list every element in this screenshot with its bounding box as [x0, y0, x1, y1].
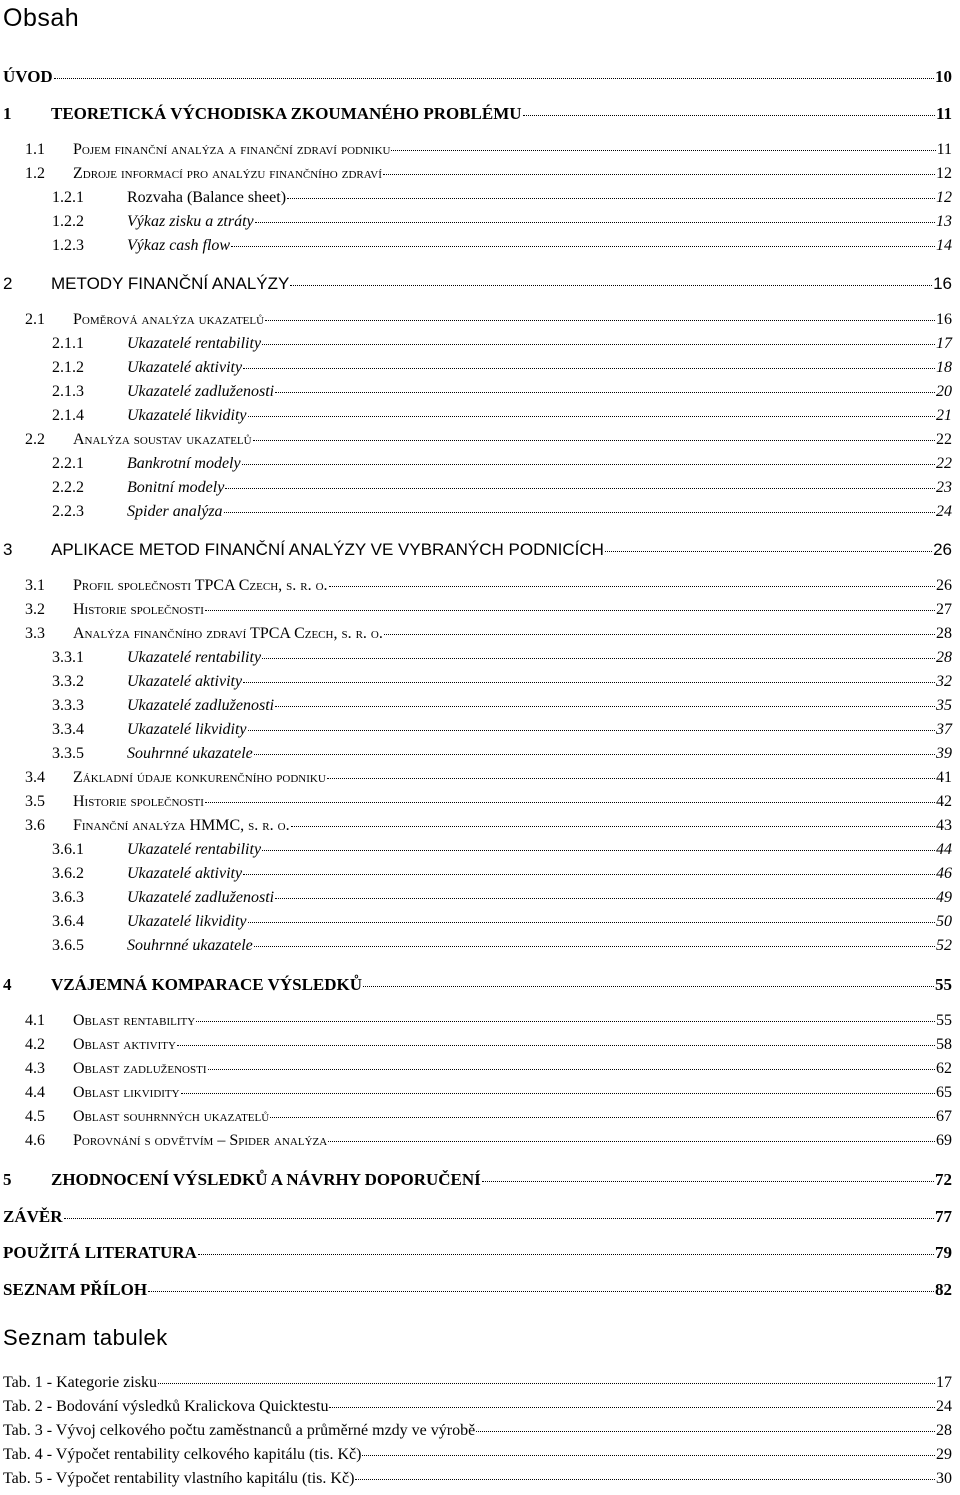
toc-entry-number: 3.1 [25, 577, 45, 594]
toc-entry-number: 2.1.2 [52, 359, 84, 376]
toc-entry-page: 41 [936, 769, 952, 786]
toc-entry[interactable] [3, 976, 952, 993]
toc-entry-page: 62 [936, 1060, 952, 1077]
dot-leader [329, 586, 935, 587]
toc-entry-title: Ukazatelé likvidity [127, 407, 247, 424]
toc-entry-number: 3.3.2 [52, 673, 84, 690]
toc-entry-title: Spider analýza [127, 503, 223, 520]
toc-entry-number: 1.2.3 [52, 237, 84, 254]
dot-leader [54, 78, 934, 79]
table-list-entry[interactable] [3, 1375, 952, 1391]
toc-entry-number: 4.3 [25, 1060, 45, 1077]
toc-entry-number: 2.1.1 [52, 335, 84, 352]
toc-entry[interactable] [25, 1085, 952, 1101]
toc-entry-number: 3.2 [25, 601, 45, 618]
toc-entry[interactable] [25, 312, 952, 328]
toc-entry-title: Ukazatelé zadluženosti [127, 697, 275, 714]
toc-entry[interactable] [52, 938, 952, 954]
toc-entry-page: 55 [935, 975, 952, 994]
dot-leader [383, 174, 935, 175]
dot-leader [254, 946, 935, 947]
toc-entry[interactable] [52, 650, 952, 666]
toc-entry-title: Historie společnosti [73, 793, 204, 810]
toc-entry-title: Ukazatelé likvidity [127, 721, 247, 738]
toc-entry-page: 39 [936, 745, 952, 762]
dot-leader [329, 1407, 935, 1408]
toc-entry-number: 1.1 [25, 141, 45, 158]
toc-entry[interactable] [52, 214, 952, 230]
toc-entry-number: 4 [3, 975, 12, 994]
toc-entry[interactable] [25, 1061, 952, 1077]
table-list-page: 24 [936, 1398, 952, 1415]
dot-leader [198, 1254, 934, 1255]
dot-leader [290, 285, 932, 286]
dot-leader [243, 682, 935, 683]
toc-entry[interactable] [3, 541, 952, 558]
toc-entry-number: 3.5 [25, 793, 45, 810]
toc-entry-page: 14 [936, 237, 952, 254]
toc-entry[interactable] [25, 578, 952, 594]
toc-entry[interactable] [3, 1208, 952, 1225]
toc-entry[interactable] [52, 866, 952, 882]
table-list-title: Tab. 4 - Výpočet rentability celkového kapitálu (tis. Kč) [3, 1446, 362, 1463]
toc-entry-page: 28 [936, 625, 952, 642]
toc-entry-title: Souhrnné ukazatele [127, 745, 253, 762]
toc-entry[interactable] [52, 456, 952, 472]
toc-entry-title: APLIKACE METOD FINANČNÍ ANALÝZY VE VYBRANÝCH PODNICÍCH [51, 540, 604, 559]
toc-entry[interactable] [52, 238, 952, 254]
toc-entry-page: 35 [936, 697, 952, 714]
dot-leader [262, 850, 935, 851]
toc-entry-title: SEZNAM PŘÍLOH [3, 1280, 148, 1299]
toc-entry-title: Porovnání s odvětvím – Spider analýza [73, 1132, 328, 1149]
toc-entry-page: 49 [936, 889, 952, 906]
dot-leader [224, 512, 935, 513]
toc-entry-number: 2 [3, 274, 13, 293]
toc-entry-title: Ukazatelé rentability [127, 841, 262, 858]
toc-entry-title: Profil společnosti TPCA Czech, s. r. o. [73, 577, 328, 594]
dot-leader [248, 922, 935, 923]
toc-entry[interactable] [52, 890, 952, 906]
toc-entry[interactable] [52, 336, 952, 352]
toc-entry-page: 16 [933, 274, 952, 293]
toc-entry-number: 4.4 [25, 1084, 45, 1101]
dot-leader [355, 1479, 935, 1480]
dot-leader [243, 368, 935, 369]
toc-entry[interactable] [25, 1133, 952, 1149]
dot-leader [482, 1181, 934, 1182]
toc-entry-title: Ukazatelé rentability [127, 335, 262, 352]
toc-entry-page: 11 [935, 104, 952, 123]
table-list-page: 28 [936, 1422, 952, 1439]
toc-entry-page: 44 [936, 841, 952, 858]
toc-entry-title: Ukazatelé rentability [127, 649, 262, 666]
dot-leader [287, 198, 935, 199]
toc-entry-title: Ukazatelé aktivity [127, 865, 243, 882]
toc-entry-number: 1.2.1 [52, 189, 84, 206]
toc-entry-title: Ukazatelé aktivity [127, 673, 243, 690]
toc-entry-page: 22 [936, 455, 952, 472]
toc-entry-page: 58 [936, 1036, 952, 1053]
toc-entry-title: Pojem finanční analýza a finanční zdraví podniku [73, 141, 391, 158]
toc-entry-title: Výkaz zisku a ztráty [127, 213, 254, 230]
dot-leader [265, 320, 935, 321]
dot-leader [248, 416, 935, 417]
dot-leader [275, 898, 935, 899]
toc-entry-title: Ukazatelé zadluženosti [127, 889, 275, 906]
toc-entry-title: Oblast likvidity [73, 1084, 180, 1101]
toc-entry-title: Výkaz cash flow [127, 237, 231, 254]
toc-entry-page: 82 [935, 1280, 952, 1299]
toc-entry-number: 4.1 [25, 1012, 45, 1029]
toc-entry-number: 3.6.3 [52, 889, 84, 906]
toc-entry-page: 12 [936, 189, 952, 206]
toc-entry-page: 13 [936, 213, 952, 230]
toc-entry-number: 3.3.3 [52, 697, 84, 714]
table-list-entry[interactable] [3, 1423, 952, 1439]
toc-entry-number: 2.1 [25, 311, 45, 328]
toc-entry-title: Oblast zadluženosti [73, 1060, 207, 1077]
toc-entry-page: 52 [936, 937, 952, 954]
toc-entry[interactable] [3, 275, 952, 292]
toc-entry-page: 79 [935, 1243, 952, 1262]
table-list-title: Tab. 5 - Výpočet rentability vlastního kapitálu (tis. Kč) [3, 1470, 355, 1487]
toc-entry-title: Historie společnosti [73, 601, 204, 618]
toc-entry[interactable] [52, 504, 952, 520]
toc-entry-number: 2.1.4 [52, 407, 84, 424]
dot-leader [248, 730, 935, 731]
toc-entry[interactable] [52, 674, 952, 690]
toc-entry[interactable] [25, 142, 952, 158]
toc-entry-title: ZHODNOCENÍ VÝSLEDKŮ A NÁVRHY DOPORUČENÍ [51, 1170, 481, 1189]
dot-leader [242, 464, 935, 465]
toc-entry[interactable] [25, 166, 952, 182]
toc-entry-page: 46 [936, 865, 952, 882]
toc-entry[interactable] [52, 746, 952, 762]
toc-entry[interactable] [52, 480, 952, 496]
toc-entry-number: 3 [3, 540, 13, 559]
toc-entry[interactable] [52, 360, 952, 376]
toc-entry-number: 3.6 [25, 817, 45, 834]
dot-leader [231, 246, 935, 247]
table-list-title: Tab. 3 - Vývoj celkového počtu zaměstnanců a průměrné mzdy ve výrobě [3, 1422, 476, 1439]
toc-entry-title: Bonitní modely [127, 479, 225, 496]
dot-leader [205, 802, 935, 803]
toc-entry-number: 1 [3, 104, 12, 123]
dot-leader [148, 1291, 934, 1292]
toc-entry[interactable] [25, 794, 952, 810]
toc-entry[interactable] [52, 190, 952, 206]
toc-entry-page: 27 [936, 601, 952, 618]
toc-entry-number: 4.5 [25, 1108, 45, 1125]
toc-entry-number: 3.3.4 [52, 721, 84, 738]
toc-entry-title: Zdroje informací pro analýzu finančního zdraví [73, 165, 382, 182]
table-list-title: Tab. 1 - Kategorie zisku [3, 1374, 157, 1391]
dot-leader [205, 610, 935, 611]
toc-entry-page: 22 [936, 431, 952, 448]
toc-entry-title: POUŽITÁ LITERATURA [3, 1243, 197, 1262]
toc-entry-title: Bankrotní modely [127, 455, 241, 472]
toc-entry-number: 2.2.3 [52, 503, 84, 520]
toc-entry-number: 3.6.1 [52, 841, 84, 858]
dot-leader [255, 222, 935, 223]
table-list-page: 17 [936, 1374, 952, 1391]
toc-entry-page: 21 [936, 407, 952, 424]
toc-entry[interactable] [25, 626, 952, 642]
toc-entry-title: Souhrnné ukazatele [127, 937, 253, 954]
toc-entry[interactable] [25, 432, 952, 448]
toc-entry-title: Oblast aktivity [73, 1036, 176, 1053]
toc-entry[interactable] [3, 105, 952, 122]
toc-entry[interactable] [25, 602, 952, 618]
toc-entry-title: Základní údaje konkurenčního podniku [73, 769, 326, 786]
dot-leader [362, 1455, 935, 1456]
table-list-entry[interactable] [3, 1399, 952, 1415]
toc-entry-page: 26 [933, 540, 952, 559]
toc-entry[interactable] [52, 384, 952, 400]
dot-leader [158, 1383, 935, 1384]
toc-entry-number: 4.2 [25, 1036, 45, 1053]
dot-leader [262, 658, 935, 659]
toc-entry-number: 2.2.2 [52, 479, 84, 496]
toc-entry[interactable] [52, 698, 952, 714]
toc-entry-page: 69 [936, 1132, 952, 1149]
dot-leader [64, 1218, 934, 1219]
toc-entry-page: 67 [936, 1108, 952, 1125]
toc-entry-title: ÚVOD [3, 67, 53, 86]
toc-entry-page: 16 [936, 311, 952, 328]
toc-entry[interactable] [3, 1171, 952, 1188]
toc-entry-page: 50 [936, 913, 952, 930]
toc-entry-title: Analýza soustav ukazatelů [73, 431, 252, 448]
dot-leader [196, 1021, 935, 1022]
toc-entry[interactable] [25, 1013, 952, 1029]
toc-entry[interactable] [25, 1037, 952, 1053]
toc-entry[interactable] [52, 842, 952, 858]
toc-entry-page: 11 [936, 141, 952, 158]
toc-entry-title: Rozvaha (Balance sheet) [127, 189, 287, 206]
table-list-entry[interactable] [3, 1471, 952, 1487]
toc-entry-number: 3.6.4 [52, 913, 84, 930]
dot-leader [275, 392, 935, 393]
toc-entry[interactable] [52, 408, 952, 424]
dot-leader [243, 874, 935, 875]
toc-entry[interactable] [3, 1244, 952, 1261]
dot-leader [275, 706, 935, 707]
toc-entry-page: 23 [936, 479, 952, 496]
toc-entry-page: 26 [936, 577, 952, 594]
toc-heading: Obsah [3, 4, 80, 32]
toc-entry-number: 3.6.5 [52, 937, 84, 954]
toc-entry[interactable] [3, 68, 952, 85]
dot-leader [327, 778, 935, 779]
toc-entry-number: 1.2 [25, 165, 45, 182]
toc-entry-page: 55 [936, 1012, 952, 1029]
toc-entry-title: Analýza finančního zdraví TPCA Czech, s. r. o. [73, 625, 383, 642]
dot-leader [177, 1045, 935, 1046]
toc-entry-number: 4.6 [25, 1132, 45, 1149]
toc-entry-page: 77 [935, 1207, 952, 1226]
toc-entry-page: 32 [936, 673, 952, 690]
toc-entry-number: 1.2.2 [52, 213, 84, 230]
table-list-title: Tab. 2 - Bodování výsledků Kralickova Quicktestu [3, 1398, 329, 1415]
toc-entry-title: VZÁJEMNÁ KOMPARACE VÝSLEDKŮ [51, 975, 363, 994]
toc-entry-page: 37 [936, 721, 952, 738]
toc-entry-page: 12 [936, 165, 952, 182]
toc-entry-title: Ukazatelé aktivity [127, 359, 243, 376]
toc-entry-number: 3.3 [25, 625, 45, 642]
toc-entry-title: Poměrová analýza ukazatelů [73, 311, 265, 328]
toc-entry-page: 17 [936, 335, 952, 352]
dot-leader [208, 1069, 936, 1070]
toc-entry-number: 3.6.2 [52, 865, 84, 882]
toc-entry-page: 18 [936, 359, 952, 376]
dot-leader [328, 1141, 935, 1142]
toc-entry-page: 20 [936, 383, 952, 400]
toc-entry-page: 24 [936, 503, 952, 520]
dot-leader [391, 150, 935, 151]
toc-entry-number: 2.1.3 [52, 383, 84, 400]
dot-leader [262, 344, 935, 345]
toc-entry-number: 3.3.1 [52, 649, 84, 666]
toc-entry-title: Ukazatelé zadluženosti [127, 383, 275, 400]
toc-entry-title: ZÁVĚR [3, 1207, 63, 1226]
toc-entry[interactable] [25, 770, 952, 786]
toc-entry-title: Oblast rentability [73, 1012, 196, 1029]
toc-entry-number: 3.4 [25, 769, 45, 786]
toc-entry-title: TEORETICKÁ VÝCHODISKA ZKOUMANÉHO PROBLÉMU [51, 104, 522, 123]
toc-entry-title: Ukazatelé likvidity [127, 913, 247, 930]
table-list-page: 29 [936, 1446, 952, 1463]
tables-heading: Seznam tabulek [3, 1325, 168, 1350]
dot-leader [253, 440, 935, 441]
dot-leader [523, 115, 935, 116]
toc-entry-number: 2.2.1 [52, 455, 84, 472]
toc-entry-title: Finanční analýza HMMC, s. r. o. [73, 817, 290, 834]
toc-entry[interactable] [52, 722, 952, 738]
toc-entry[interactable] [52, 914, 952, 930]
toc-entry-title: Oblast souhrnných ukazatelů [73, 1108, 270, 1125]
toc-entry[interactable] [3, 1281, 952, 1298]
toc-entry-number: 3.3.5 [52, 745, 84, 762]
dot-leader [605, 551, 932, 552]
toc-entry-page: 10 [935, 67, 952, 86]
toc-entry[interactable] [25, 1109, 952, 1125]
toc-entry-page: 28 [936, 649, 952, 666]
toc-entry[interactable] [25, 818, 952, 834]
toc-entry-page: 42 [936, 793, 952, 810]
dot-leader [254, 754, 935, 755]
toc-entry-page: 72 [935, 1170, 952, 1189]
dot-leader [363, 986, 934, 987]
table-list-entry[interactable] [3, 1447, 952, 1463]
dot-leader [291, 826, 935, 827]
dot-leader [181, 1093, 935, 1094]
table-list-page: 30 [936, 1470, 952, 1487]
toc-entry-number: 5 [3, 1170, 12, 1189]
toc-entry-page: 43 [936, 817, 952, 834]
toc-entry-number: 2.2 [25, 431, 45, 448]
toc-entry-title: METODY FINANČNÍ ANALÝZY [51, 274, 290, 293]
dot-leader [476, 1431, 935, 1432]
dot-leader [384, 634, 935, 635]
toc-entry-page: 65 [936, 1084, 952, 1101]
dot-leader [270, 1117, 935, 1118]
dot-leader [225, 488, 935, 489]
